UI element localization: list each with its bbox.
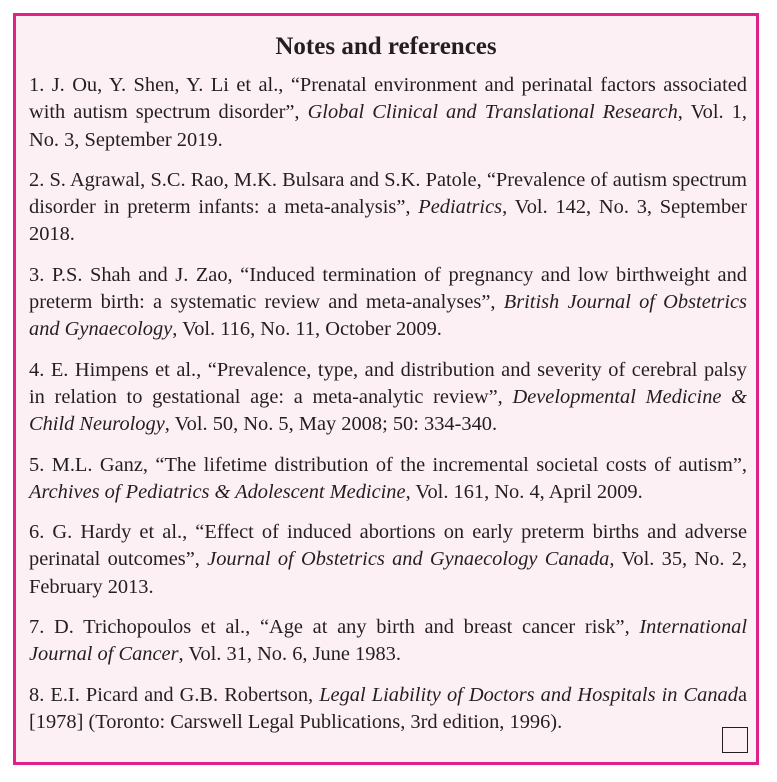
- reference-text: 4. E. Himpens et al., “Prevalence, type, and distribution and severity of cerebral palsy in relation to gestational age: a meta-analytic review”,: [29, 358, 747, 408]
- reference-journal: British Journal of Obstetrics and Gynaecology: [29, 291, 747, 341]
- reference-item-2: [29, 167, 747, 249]
- reference-details: , Vol. 50, No. 5, May 2008; 50: 334-340.: [164, 413, 498, 436]
- reference-journal: Legal Liability of Doctors and Hospitals in Canad: [319, 683, 738, 706]
- reference-text: 8. E.I. Picard and G.B. Robertson,: [29, 683, 320, 706]
- reference-item-6: [29, 519, 747, 601]
- reference-details: , Vol. 116, No. 11, October 2009.: [172, 318, 442, 341]
- reference-text: 6. G. Hardy et al., “Effect of induced abortions on early preterm births and adverse perinatal outcomes”,: [29, 521, 747, 571]
- reference-item-7: [29, 614, 747, 669]
- reference-text: 3. P.S. Shah and J. Zao, “Induced termination of pregnancy and low birthweight and preterm birth: a systematic review and meta-analyses”,: [29, 263, 747, 314]
- reference-item-8: [29, 682, 747, 737]
- reference-item-4: [29, 357, 747, 439]
- reference-text: 1. J. Ou, Y. Shen, Y. Li et al., “Prenatal environment and perinatal factors associated with autism spectrum disorder”,: [29, 74, 747, 124]
- reference-details: , Vol. 35, No. 2, February 2013.: [29, 548, 747, 598]
- reference-journal: Developmental Medicine & Child Neurology: [29, 385, 748, 436]
- reference-journal: Global Clinical and Translational Research: [307, 101, 678, 124]
- reference-details: , Vol. 1, No. 3, September 2019.: [29, 101, 747, 151]
- reference-text: 7. D. Trichopoulos et al., “Age at any birth and breast cancer risk”,: [29, 616, 640, 639]
- end-of-article-square-icon: [722, 727, 748, 753]
- reference-details: a [1978] (Toronto: Carswell Legal Publications, 3rd edition, 1996).: [29, 683, 747, 733]
- reference-text: 5. M.L. Ganz, “The lifetime distribution of the incremental societal costs of autism”,: [29, 453, 747, 476]
- reference-journal: Journal of Obstetrics and Gynaecology Canada: [207, 548, 610, 571]
- reference-journal: Archives of Pediatrics & Adolescent Medicine: [29, 480, 406, 503]
- reference-item-3: [29, 262, 747, 344]
- reference-text: 2. S. Agrawal, S.C. Rao, M.K. Bulsara and S.K. Patole, “Prevalence of autism spectrum disorder in preterm infants: a meta-analysis”,: [29, 168, 747, 219]
- section-title: Notes and references: [275, 33, 497, 60]
- reference-journal: Pediatrics: [418, 196, 503, 219]
- reference-item-1: [29, 72, 747, 154]
- reference-details: , Vol. 31, No. 6, June 1983.: [178, 643, 401, 666]
- reference-item-5: [29, 452, 747, 507]
- reference-details: , Vol. 142, No. 3, September 2018.: [29, 196, 747, 246]
- reference-list: [29, 72, 747, 749]
- reference-details: , Vol. 161, No. 4, April 2009.: [405, 480, 643, 503]
- notes-box: [13, 13, 759, 765]
- reference-journal: International Journal of Cancer: [29, 616, 747, 666]
